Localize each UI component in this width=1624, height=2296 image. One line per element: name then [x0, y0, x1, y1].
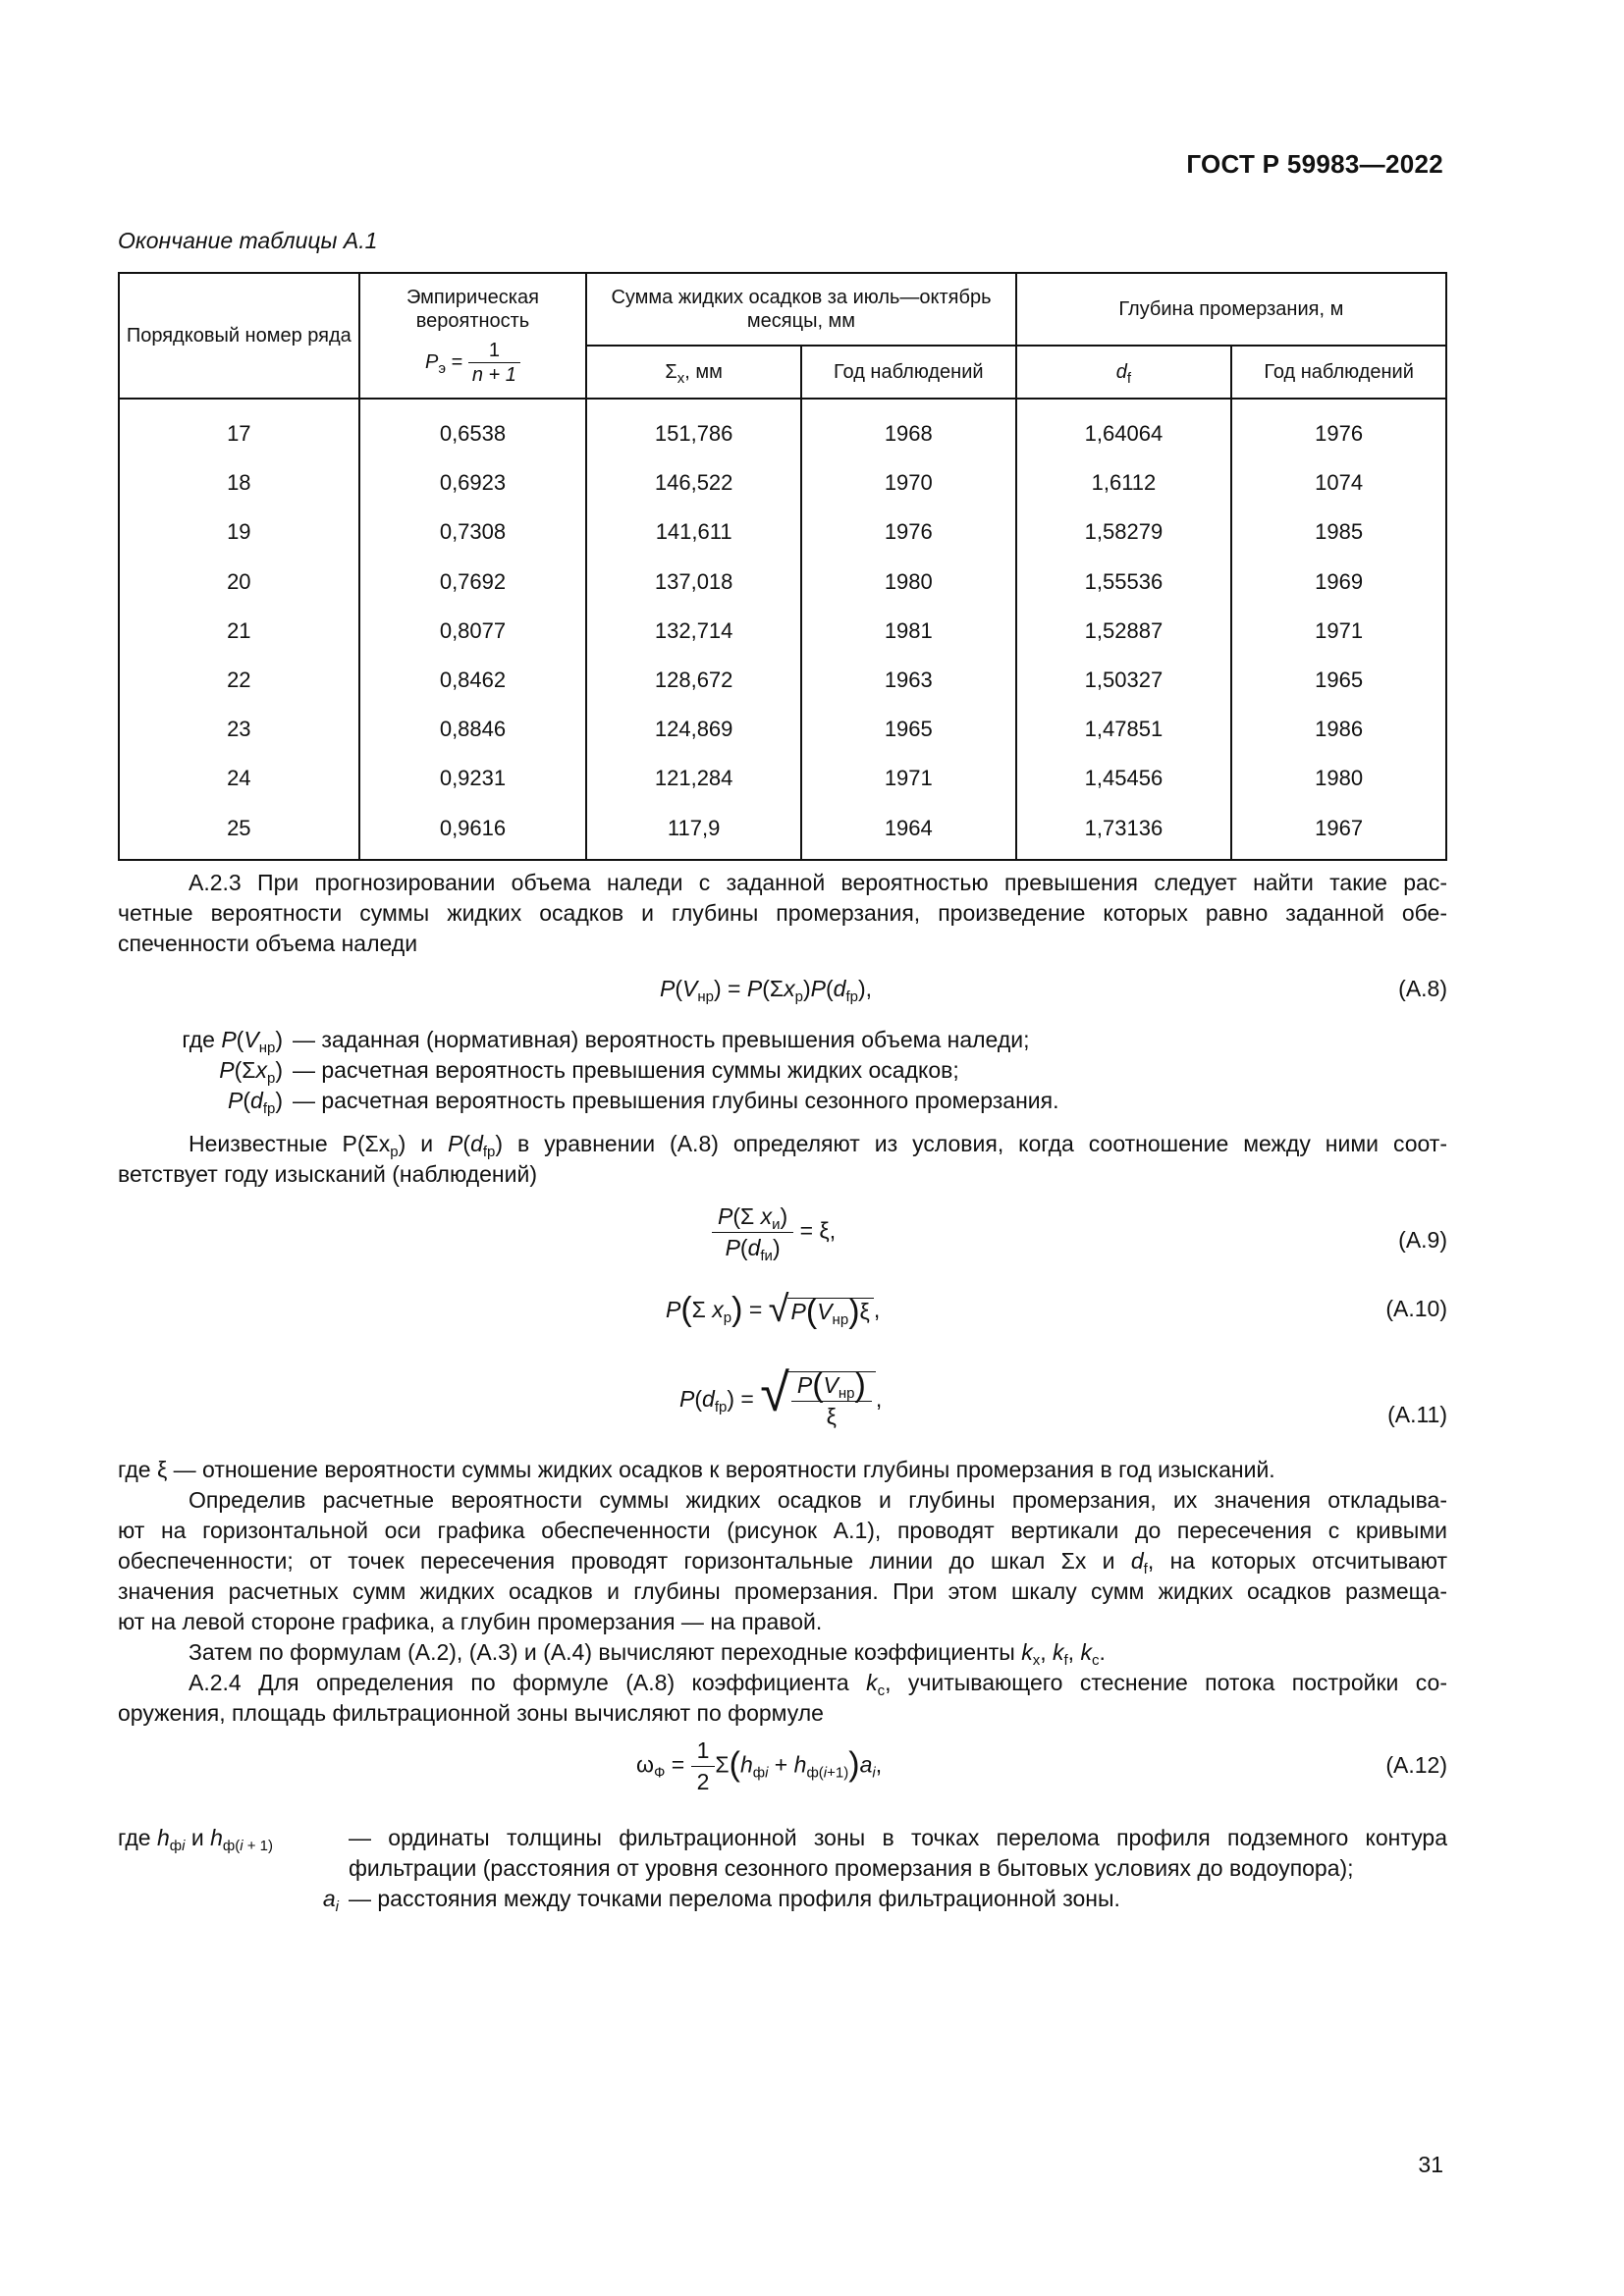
table-cell: 1963 — [801, 656, 1016, 705]
table-cell: 1,58279 — [1016, 507, 1232, 557]
table-cell: 1976 — [801, 507, 1016, 557]
table-cell: 1,52887 — [1016, 607, 1232, 656]
paragraph-unknowns: Неизвестные $P(\Sigma x_р)$ и $P(d_{fр})$ в уравнении (А.8) определяют из условия, когда соотношение между ними соот- ветствует году изысканий (наблюдений) — [118, 1131, 1447, 1187]
equation-a10: P(Σ $x_р) = √P(V_{нр})\xi$ , — [666, 1289, 881, 1330]
table-cell: 25 — [119, 804, 359, 860]
table-cell: 1985 — [1231, 507, 1446, 557]
definitions-a12: где $h_{фi}$ и $h_{ф(i + 1)}$ — ординаты толщины фильтрационной зоны в точках перелома профиля подземного контура фильтрации (расстояния от уровня сезонного промерзания в бытовых условиях до водоупора); $a_i$ — расстояния между точками перелома профиля фильтрационной зоны. — [118, 1825, 1447, 1915]
table-cell: 121,284 — [586, 754, 801, 803]
table-cell: 1971 — [801, 754, 1016, 803]
table-row — [119, 558, 1446, 607]
table-cell: 0,8462 — [359, 656, 587, 705]
table-row — [119, 607, 1446, 656]
table-cell: 1965 — [1231, 656, 1446, 705]
header-year-2: Год наблюдений — [1231, 346, 1446, 399]
table-row — [119, 656, 1446, 705]
table-cell: 132,714 — [586, 607, 801, 656]
table-row — [119, 458, 1446, 507]
table-cell: 1986 — [1231, 705, 1446, 754]
table-cell: 1964 — [801, 804, 1016, 860]
equation-a8: $P(V_{нр}) = P(\Sigma x_р)P(d_{fр})$, — [660, 976, 873, 1005]
header-freezing-depth: Глубина промерзания, м — [1016, 273, 1446, 346]
definition-row: $P(\Sigma x_р)$ — расчетная вероятность превышения суммы жидких осадков; — [219, 1057, 959, 1087]
table-cell: 23 — [119, 705, 359, 754]
standard-header: ГОСТ Р 59983—2022 — [1186, 149, 1443, 179]
table-cell: 21 — [119, 607, 359, 656]
table-cell: 137,018 — [586, 558, 801, 607]
table-cell: 1976 — [1231, 399, 1446, 458]
table-cell: 0,9231 — [359, 754, 587, 803]
table-cell: 22 — [119, 656, 359, 705]
table-cell: 1971 — [1231, 607, 1446, 656]
table-cell: 1,50327 — [1016, 656, 1232, 705]
table-cell: 1968 — [801, 399, 1016, 458]
table-cell: 146,522 — [586, 458, 801, 507]
table-cell: 1970 — [801, 458, 1016, 507]
table-cell: 20 — [119, 558, 359, 607]
table-caption: Окончание таблицы А.1 — [118, 228, 378, 253]
equation-a9: P(Σ $x_и$) $P(d_{fи})$ = ξ, — [712, 1203, 836, 1261]
table-cell: 1980 — [1231, 754, 1446, 803]
equation-a11: $P(d_{fр})$ = √ $P(V_{нр})$ ξ , — [679, 1363, 883, 1429]
table-cell: 1,64064 — [1016, 399, 1232, 458]
table-cell: 0,7308 — [359, 507, 587, 557]
equation-a12: $\omega_Ф$ = $\frac{1}{2}$ $\Sigma(h_{фi} + h_{ф(i+1)})a_i$, — [636, 1737, 883, 1794]
probability-fraction: $\frac{1}{n + 1}$ — [468, 339, 520, 387]
table-cell: 117,9 — [586, 804, 801, 860]
header-row-number: Порядковый номер ряда — [119, 273, 359, 399]
table-cell: 0,6538 — [359, 399, 587, 458]
definition-row: $P(d_{fр})$ — расчетная вероятность превышения глубины сезонного промерзания. — [228, 1088, 1059, 1117]
table-cell: 1981 — [801, 607, 1016, 656]
table-cell: 1965 — [801, 705, 1016, 754]
equation-number-a10: (А.10) — [1385, 1296, 1447, 1321]
table-cell: 1,45456 — [1016, 754, 1232, 803]
header-df: $d_f$ — [1016, 346, 1232, 399]
table-cell: 0,6923 — [359, 458, 587, 507]
header-year-1: Год наблюдений — [801, 346, 1016, 399]
table-row — [119, 804, 1446, 860]
table-cell: 0,7692 — [359, 558, 587, 607]
table-cell: 151,786 — [586, 399, 801, 458]
table-cell: 0,8846 — [359, 705, 587, 754]
table-cell: 1,73136 — [1016, 804, 1232, 860]
equation-number-a8: (А.8) — [1398, 976, 1447, 1001]
table-cell: 141,611 — [586, 507, 801, 557]
page-number: 31 — [1418, 2152, 1443, 2177]
table-cell: 24 — [119, 754, 359, 803]
table-cell: 0,8077 — [359, 607, 587, 656]
header-probability: Эмпирическая вероятность $P_э$ = $\frac{1}{n + 1}$ — [359, 273, 587, 399]
table-cell: 18 — [119, 458, 359, 507]
table-row — [119, 705, 1446, 754]
table-row — [119, 399, 1446, 458]
definitions-a8 — [118, 1025, 1447, 1116]
table-cell: 1969 — [1231, 558, 1446, 607]
table-cell: 128,672 — [586, 656, 801, 705]
header-precipitation: Сумма жидких осадков за июль—октябрь месяцы, мм — [586, 273, 1015, 346]
equation-number-a9: (А.9) — [1398, 1227, 1447, 1253]
table-cell: 1967 — [1231, 804, 1446, 860]
table-cell: 1074 — [1231, 458, 1446, 507]
data-table — [118, 272, 1447, 861]
table-cell: 1,47851 — [1016, 705, 1232, 754]
table-cell: 17 — [119, 399, 359, 458]
equation-number-a12: (А.12) — [1385, 1752, 1447, 1778]
table-row — [119, 507, 1446, 557]
table-cell: 0,9616 — [359, 804, 587, 860]
definition-row: где $P(V_{нр})$ — заданная (нормативная) вероятность превышения объема наледи; — [182, 1027, 1030, 1056]
paragraph-determination: где ξ — отношение вероятности суммы жидких осадков к вероятности глубины промерзания в год изысканий. Определив расчетные вероятности суммы жидких осадков и глубины промерзания, их значения откладыва- ют на горизонтальной оси графика обеспеченности (рисунок А.1), проводят вертикали до пересечения с кривыми обеспеченности; от точек пересечения проводят горизонтальные линии до шкал Σx и $d_f$, на которых отсчитывают значения расчетных сумм жидких осадков и глубины промерзания. При этом шкалу сумм жидких осадков размеща- ют на левой стороне графика, а глубин промерзания — на правой. Затем по формулам (А.2), (А.3) и (А.4) вычисляют переходные коэффициенты $k_x$, $k_f$, $k_c$. А.2.4 Для определения по формуле (А.8) коэффициента $k_c$, учитывающего стеснение потока постройки со- оружения, площадь фильтрационной зоны вычисляют по формуле — [118, 1457, 1448, 1726]
table-cell: 1,6112 — [1016, 458, 1232, 507]
table-cell: 19 — [119, 507, 359, 557]
table-cell: 1,55536 — [1016, 558, 1232, 607]
paragraph-a-2-3: А.2.3 При прогнозировании объема наледи с заданной вероятностью превышения следует найти такие рас- четные вероятности суммы жидких осадков и глубины промерзания, произведение которых равно заданной обе- спеченности объема наледи — [118, 870, 1447, 956]
header-sigma-x: $\Sigma_x$, мм — [586, 346, 801, 399]
table-cell: 124,869 — [586, 705, 801, 754]
table-row — [119, 754, 1446, 803]
equation-number-a11: (А.11) — [1387, 1402, 1447, 1427]
table-cell: 1980 — [801, 558, 1016, 607]
